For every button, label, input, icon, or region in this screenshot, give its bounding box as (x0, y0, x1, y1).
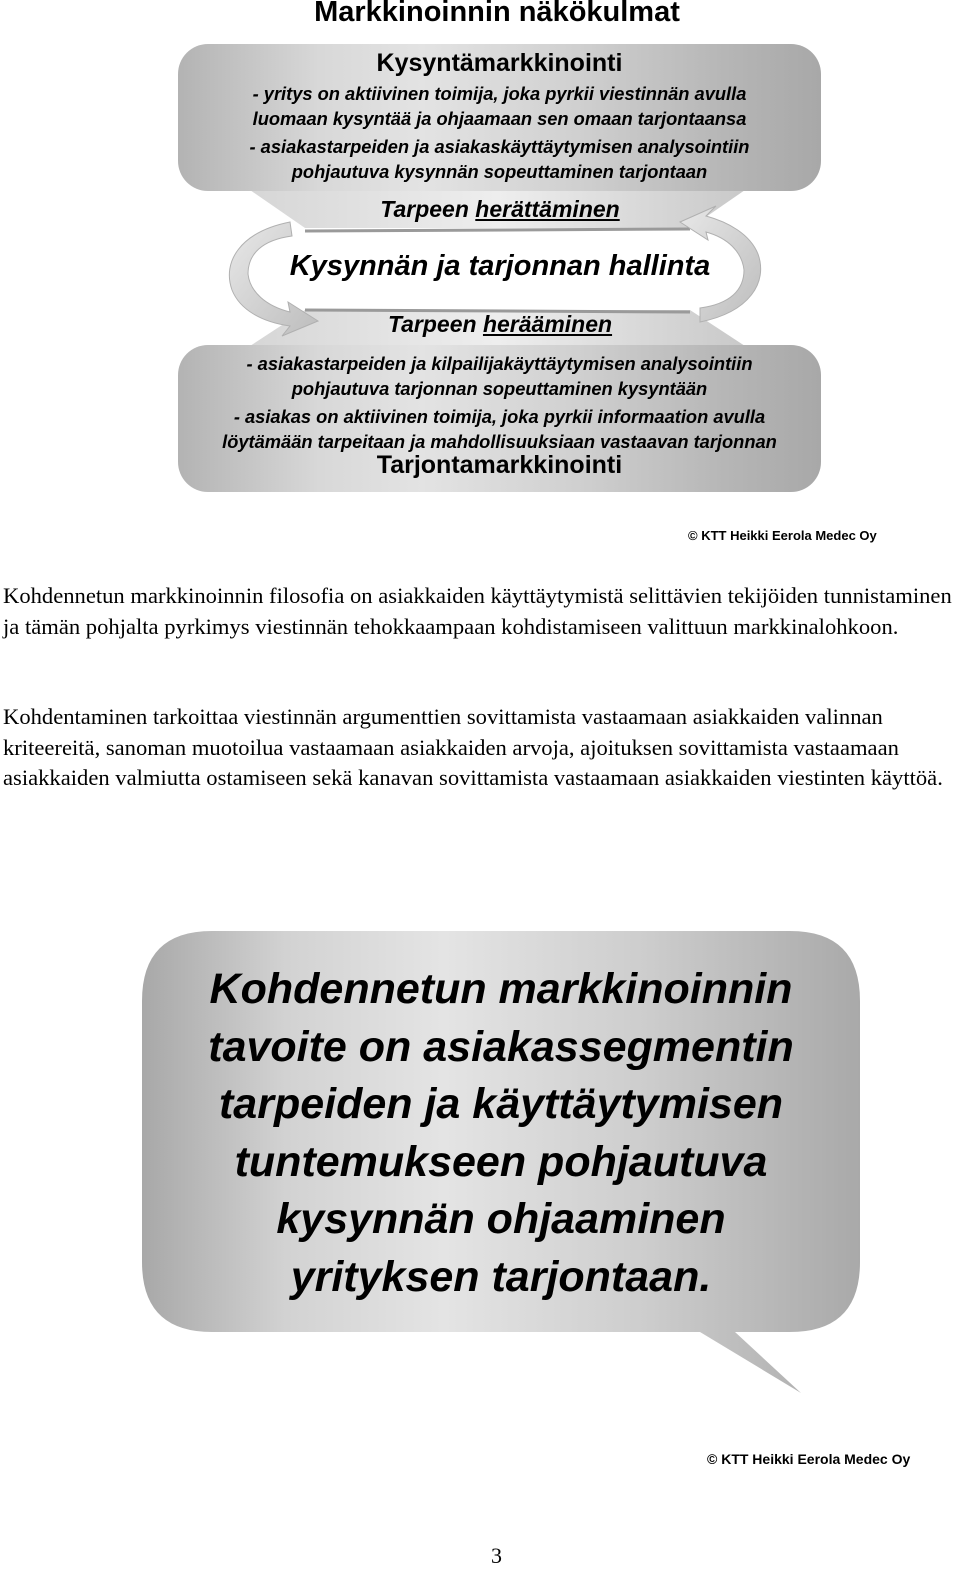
callout-copyright: © KTT Heikki Eerola Medec Oy (707, 1451, 911, 1467)
body-paragraph: Kohdentaminen tarkoittaa viestinnän argumenttien sovittamista vastaamaan asiakkaiden valinnan kriteereitä, sanoman muotoilua vastaamaan asiakkaiden arvoja, ajoituksen sovittamista vastaamaan asiakkaiden valmiutta ostamiseen sekä kanavan sovittamista vastaamaan asiakkaiden viestinten käyttöä. (3, 704, 943, 790)
body-paragraph: Kohdennetun markkinoinnin filosofia on asiakkaiden käyttäytymistä selittävien tekijöiden tunnistaminen ja tämän pohjalta pyrkimys viestinnän tehokkaampaan kohdistamiseen valittuun markkinalohkoon. (3, 583, 952, 639)
callout-line: tarpeiden ja käyttäytymisen (218, 1080, 784, 1128)
page-number: 3 (491, 1543, 502, 1568)
panel-heading: Tarjontamarkkinointi (376, 451, 623, 479)
panel-line: luomaan kysyntää ja ohjaamaan sen omaan tarjontaansa (252, 107, 747, 129)
panel-line: pohjautuva tarjonnan sopeuttaminen kysyntään (291, 377, 708, 399)
panel-line: - asiakas on aktiivinen toimija, joka pyrkii informaation avulla (233, 406, 766, 427)
flow-upper-prefix: Tarpeen (380, 196, 469, 222)
flow-lower-prefix: Tarpeen (387, 311, 477, 337)
callout-line: yrityksen tarjontaan. (290, 1252, 712, 1301)
diagram-title: Markkinoinnin näkökulmat (314, 0, 680, 28)
flow-upper-underlined: herättäminen (475, 196, 620, 222)
callout-line: tavoite on asiakassegmentin (208, 1022, 794, 1071)
diagram-copyright: © KTT Heikki Eerola Medec Oy (688, 528, 877, 543)
flow-lower-underlined: herääminen (482, 311, 613, 337)
panel-line: - yritys on aktiivinen toimija, joka pyrkii viestinnän avulla (252, 83, 747, 104)
panel-heading: Kysyntämarkkinointi (376, 49, 623, 77)
panel-line: löytämään tarpeitaan ja mahdollisuuksiaan vastaavan tarjonnan (222, 430, 777, 452)
callout-text (142, 961, 860, 1306)
panel-line: pohjautuva kysynnän sopeuttaminen tarjontaan (291, 160, 708, 182)
panel-line: - asiakastarpeiden ja asiakaskäyttäytymisen analysointiin (249, 136, 750, 157)
flow-center-label: Kysynnän ja tarjonnan hallinta (289, 250, 711, 282)
panel-line: - asiakastarpeiden ja kilpailijakäyttäytymisen analysointiin (246, 353, 753, 374)
callout-line: tuntemukseen pohjautuva (234, 1137, 768, 1186)
callout-line: Kohdennetun markkinoinnin (209, 965, 793, 1013)
callout-line: kysynnän ohjaaminen (276, 1195, 726, 1243)
